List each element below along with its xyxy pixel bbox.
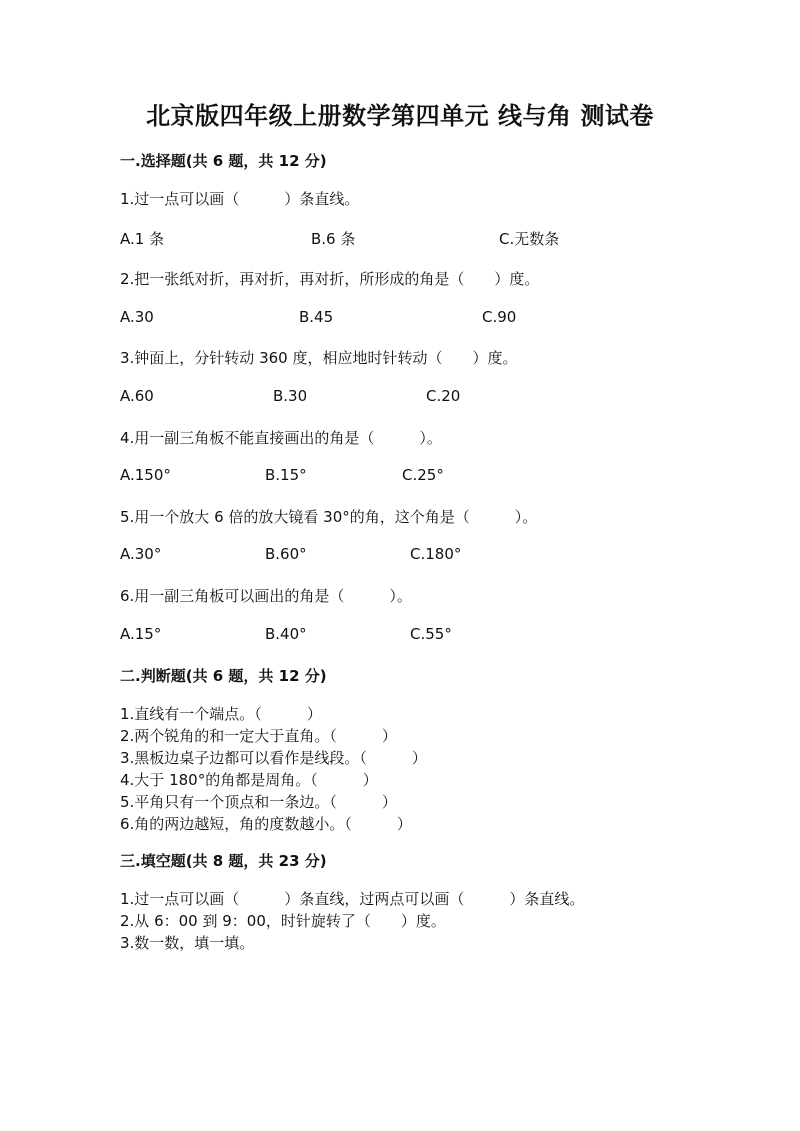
option-a: A.1 条 xyxy=(120,230,165,248)
section-heading-choice: 一.选择题(共 6 题，共 12 分) xyxy=(120,152,327,170)
true-false-item: 2.两个锐角的和一定大于直角。（ ） xyxy=(120,727,397,745)
section-heading-true-false: 二.判断题(共 6 题，共 12 分) xyxy=(120,667,327,685)
option-c: C.无数条 xyxy=(499,230,560,248)
question-text: 2.把一张纸对折，再对折，再对折，所形成的角是（ ）度。 xyxy=(120,270,540,288)
question-text: 3.钟面上，分针转动 360 度，相应地时针转动（ ）度。 xyxy=(120,349,518,367)
true-false-item: 4.大于 180°的角都是周角。（ ） xyxy=(120,771,378,789)
option-a: A.30 xyxy=(120,308,154,326)
option-c: C.55° xyxy=(410,625,452,643)
option-c: C.90 xyxy=(482,308,517,326)
option-a: A.15° xyxy=(120,625,162,643)
option-b: B.60° xyxy=(265,545,307,563)
fill-blank-item: 2.从 6：00 到 9：00，时针旋转了（ ）度。 xyxy=(120,912,446,930)
option-a: A.150° xyxy=(120,466,171,484)
option-b: B.45 xyxy=(299,308,334,326)
section-heading-fill-blank: 三.填空题(共 8 题，共 23 分) xyxy=(120,852,327,870)
question-text: 6.用一副三角板可以画出的角是（ ）。 xyxy=(120,587,412,605)
true-false-item: 5.平角只有一个顶点和一条边。（ ） xyxy=(120,793,397,811)
true-false-item: 3.黑板边桌子边都可以看作是线段。（ ） xyxy=(120,749,427,767)
option-a: A.30° xyxy=(120,545,162,563)
option-c: C.25° xyxy=(402,466,444,484)
option-b: B.40° xyxy=(265,625,307,643)
question-text: 4.用一副三角板不能直接画出的角是（ ）。 xyxy=(120,429,442,447)
true-false-item: 6.角的两边越短，角的度数越小。（ ） xyxy=(120,815,412,833)
option-a: A.60 xyxy=(120,387,154,405)
page-title: 北京版四年级上册数学第四单元 线与角 测试卷 xyxy=(146,101,654,130)
fill-blank-item: 3.数一数，填一填。 xyxy=(120,934,255,952)
option-b: B.15° xyxy=(265,466,307,484)
true-false-item: 1.直线有一个端点。（ ） xyxy=(120,705,322,723)
fill-blank-item: 1.过一点可以画（ ）条直线，过两点可以画（ ）条直线。 xyxy=(120,890,585,908)
option-b: B.6 条 xyxy=(311,230,356,248)
option-c: C.20 xyxy=(426,387,461,405)
option-b: B.30 xyxy=(273,387,308,405)
question-text: 1.过一点可以画（ ）条直线。 xyxy=(120,190,360,208)
option-c: C.180° xyxy=(410,545,462,563)
question-text: 5.用一个放大 6 倍的放大镜看 30°的角，这个角是（ ）。 xyxy=(120,508,538,526)
